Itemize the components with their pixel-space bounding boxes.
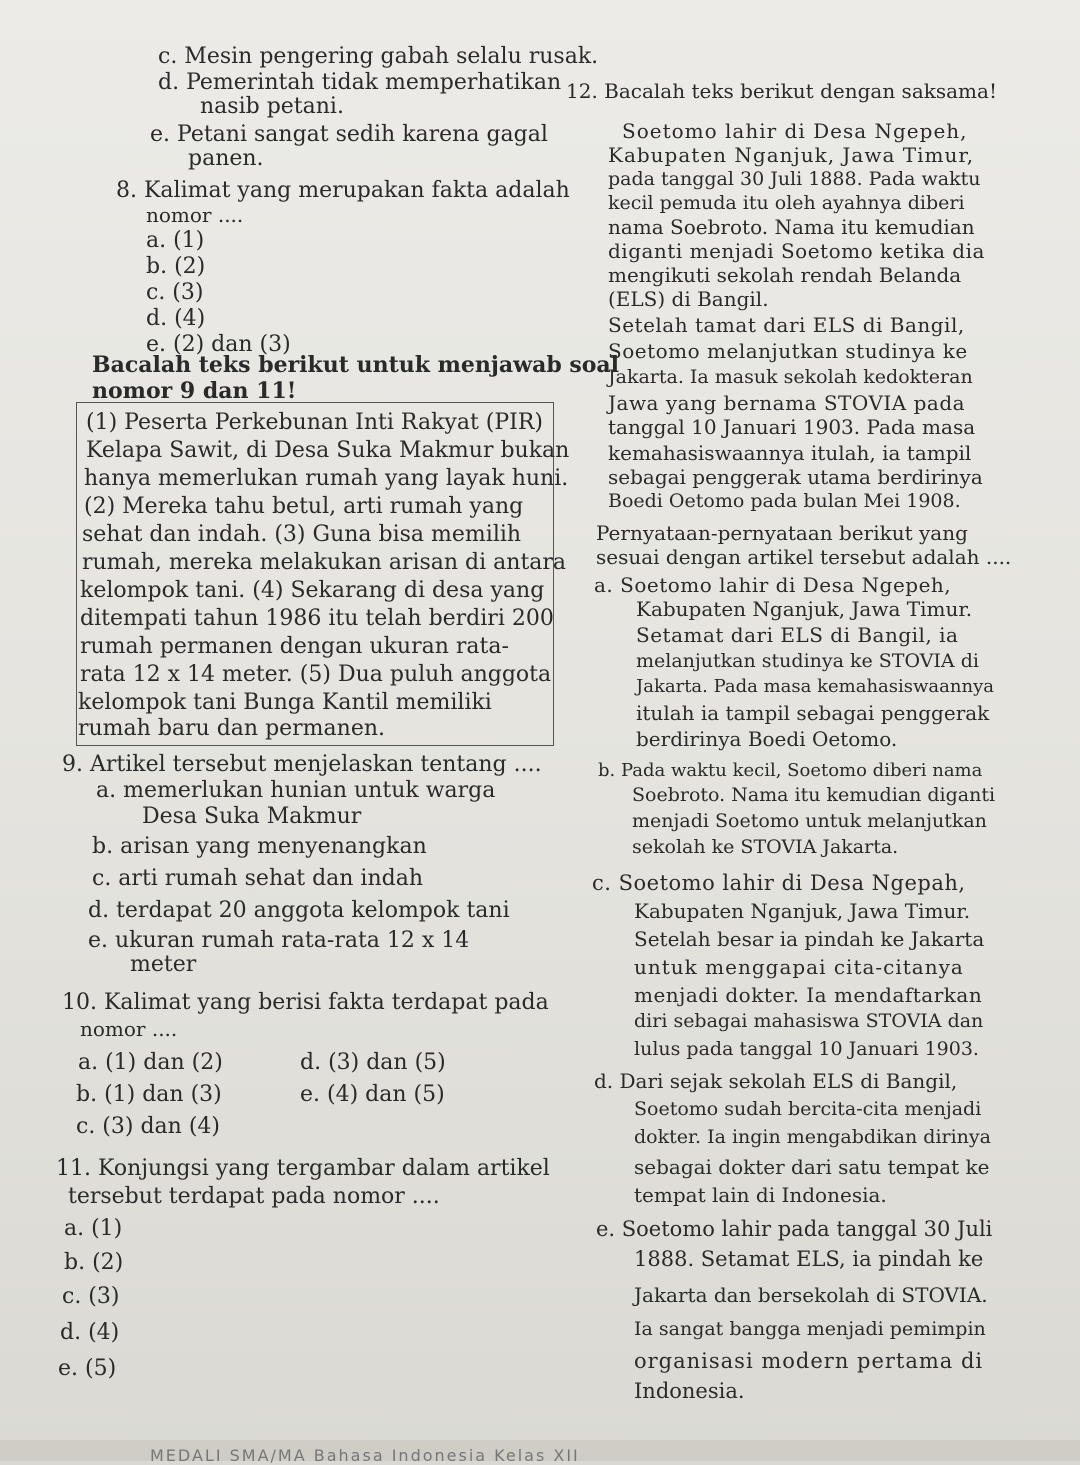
prompt-line-2: sesuai dengan artikel tersebut adalah ....: [596, 545, 1012, 569]
passage-line: Kabupaten Nganjuk, Jawa Timur,: [608, 143, 975, 167]
q12-option-e: e. Soetomo lahir pada tanggal 30 Juli: [596, 1217, 993, 1241]
passage-line: kemahasiswaannya itulah, ia tampil: [608, 441, 972, 465]
passage-line: kecil pemuda itu oleh ayahnya diberi: [608, 192, 965, 214]
passage-line: rumah baru dan permanen.: [78, 716, 386, 741]
q7-option-e-cont: panen.: [188, 146, 264, 171]
q9-option-e-cont: meter: [130, 952, 197, 977]
q9-option-e: e. ukuran rumah rata-rata 12 x 14: [88, 928, 470, 953]
passage-line: diganti menjadi Soetomo ketika dia: [608, 239, 985, 263]
q12-option-line: itulah ia tampil sebagai penggerak: [636, 701, 990, 725]
q12-option-c: c. Soetomo lahir di Desa Ngepah,: [592, 871, 966, 895]
passage-line: sebagai penggerak utama berdirinya: [608, 465, 983, 489]
q12-option-line: Kabupaten Nganjuk, Jawa Timur.: [636, 597, 973, 621]
passage-line: (1) Peserta Perkebunan Inti Rakyat (PIR): [86, 410, 544, 435]
q7-option-c: c. Mesin pengering gabah selalu rusak.: [158, 44, 599, 69]
q10-option-a: a. (1) dan (2): [78, 1050, 223, 1075]
q10-stem: 10. Kalimat yang berisi fakta terdapat pada: [62, 990, 549, 1015]
passage-line: Setelah tamat dari ELS di Bangil,: [608, 313, 965, 337]
q12-option-line: dokter. Ia ingin mengabdikan dirinya: [634, 1126, 991, 1148]
q12-option-line: 1888. Setamat ELS, ia pindah ke: [634, 1247, 984, 1271]
q9-option-d: d. terdapat 20 anggota kelompok tani: [88, 898, 510, 923]
q10-option-e: e. (4) dan (5): [300, 1082, 445, 1107]
q12-option-line: Soetomo sudah bercita-cita menjadi: [634, 1098, 982, 1120]
q12-option-line: Jakarta. Pada masa kemahasiswaannya: [636, 676, 994, 697]
passage-line: (ELS) di Bangil.: [608, 287, 769, 311]
q12-option-line: Kabupaten Nganjuk, Jawa Timur.: [634, 899, 971, 923]
q9-option-a-cont: Desa Suka Makmur: [142, 804, 362, 829]
q8-option-c: c. (3): [146, 280, 204, 305]
q12-option-line: berdirinya Boedi Oetomo.: [636, 727, 898, 751]
passage-line: Jakarta. Ia masuk sekolah kedokteran: [608, 366, 973, 388]
passage-line: nama Soebroto. Nama itu kemudian: [608, 215, 975, 239]
passage-line: Soetomo melanjutkan studinya ke: [608, 339, 968, 363]
q8-option-d: d. (4): [146, 306, 206, 331]
q7-option-e: e. Petani sangat sedih karena gagal: [150, 122, 548, 147]
passage-line: hanya memerlukan rumah yang layak huni.: [84, 466, 569, 491]
q12-option-line: diri sebagai mahasiswa STOVIA dan: [634, 1010, 984, 1032]
q9-option-a: a. memerlukan hunian untuk warga: [96, 778, 496, 803]
q12-option-line: menjadi dokter. Ia mendaftarkan: [634, 983, 983, 1007]
q8-option-a: a. (1): [146, 228, 205, 253]
passage-line: rata 12 x 14 meter. (5) Dua puluh anggota: [80, 662, 552, 687]
q11-option-a: a. (1): [64, 1216, 123, 1241]
q11-option-d: d. (4): [60, 1320, 120, 1345]
q11-stem: 11. Konjungsi yang tergambar dalam artikel: [56, 1156, 550, 1181]
q7-option-d: d. Pemerintah tidak memperhatikan: [158, 70, 562, 95]
passage-line: sehat dan indah. (3) Guna bisa memilih: [82, 522, 522, 547]
passage-line: Soetomo lahir di Desa Ngepeh,: [622, 119, 968, 143]
q12-option-line: untuk menggapai cita-citanya: [634, 955, 964, 979]
q12-option-line: Setelah besar ia pindah ke Jakarta: [634, 927, 985, 951]
q12-stem: 12. Bacalah teks berikut dengan saksama!: [566, 79, 997, 103]
q12-option-line: Soebroto. Nama itu kemudian diganti: [632, 784, 996, 806]
q12-option-line: menjadi Soetomo untuk melanjutkan: [632, 810, 987, 832]
passage-line: kelompok tani Bunga Kantil memiliki: [78, 690, 492, 715]
q10-stem-cont: nomor ....: [80, 1017, 178, 1041]
passage-line: pada tanggal 30 Juli 1888. Pada waktu: [608, 168, 981, 190]
q8-option-e: e. (2) dan (3): [146, 332, 291, 357]
passage-line: Kelapa Sawit, di Desa Suka Makmur bukan: [86, 438, 570, 463]
passage-line: mengikuti sekolah rendah Belanda: [608, 263, 962, 287]
q9-stem: 9. Artikel tersebut menjelaskan tentang ....: [62, 752, 542, 777]
q11-option-b: b. (2): [64, 1250, 124, 1275]
passage-line: kelompok tani. (4) Sekarang di desa yang: [80, 578, 545, 603]
q12-option-b: b. Pada waktu kecil, Soetomo diberi nama: [598, 760, 983, 781]
q7-option-d-cont: nasib petani.: [200, 94, 344, 119]
q12-option-line: organisasi modern pertama di: [634, 1349, 984, 1373]
q12-option-line: melanjutkan studinya ke STOVIA di: [636, 650, 979, 672]
passage-line: ditempati tahun 1986 itu telah berdiri 200: [80, 606, 554, 631]
q8-stem-cont: nomor ....: [146, 203, 244, 227]
prompt-line-1: Pernyataan-pernyataan berikut yang: [596, 521, 968, 545]
q12-option-d: d. Dari sejak sekolah ELS di Bangil,: [594, 1069, 958, 1093]
q11-stem-cont: tersebut terdapat pada nomor ....: [68, 1184, 440, 1209]
q12-option-a: a. Soetomo lahir di Desa Ngepeh,: [594, 573, 952, 597]
q8-option-b: b. (2): [146, 254, 206, 279]
passage-line: rumah, mereka melakukan arisan di antara: [82, 550, 567, 575]
passage-line: (2) Mereka tahu betul, arti rumah yang: [84, 494, 524, 519]
instruction-line-1: Bacalah teks berikut untuk menjawab soal: [92, 352, 620, 378]
q10-option-b: b. (1) dan (3): [76, 1082, 222, 1107]
passage-line: Boedi Oetomo pada bulan Mei 1908.: [608, 490, 961, 512]
q12-option-line: lulus pada tanggal 10 Januari 1903.: [634, 1038, 979, 1060]
q12-option-line: sebagai dokter dari satu tempat ke: [634, 1155, 990, 1179]
q12-option-line: Ia sangat bangga menjadi pemimpin: [634, 1318, 986, 1340]
q12-option-line: tempat lain di Indonesia.: [634, 1183, 887, 1207]
q12-option-line: sekolah ke STOVIA Jakarta.: [632, 836, 899, 858]
passage-line: Jawa yang bernama STOVIA pada: [608, 391, 966, 415]
instruction-line-2: nomor 9 dan 11!: [92, 378, 297, 404]
footer-text: MEDALI SMA/MA Bahasa Indonesia Kelas XII: [150, 1446, 580, 1465]
passage-line: tanggal 10 Januari 1903. Pada masa: [608, 415, 976, 439]
q9-option-c: c. arti rumah sehat dan indah: [92, 866, 423, 891]
q12-option-line: Jakarta dan bersekolah di STOVIA.: [634, 1283, 988, 1307]
q12-option-line: Setamat dari ELS di Bangil, ia: [636, 623, 959, 647]
q10-option-d: d. (3) dan (5): [300, 1050, 446, 1075]
q10-option-c: c. (3) dan (4): [76, 1114, 220, 1139]
q8-stem: 8. Kalimat yang merupakan fakta adalah: [116, 178, 570, 203]
q9-option-b: b. arisan yang menyenangkan: [92, 834, 427, 859]
passage-line: rumah permanen dengan ukuran rata-: [80, 634, 509, 659]
q12-option-line: Indonesia.: [634, 1379, 745, 1403]
q11-option-e: e. (5): [58, 1356, 117, 1381]
q11-option-c: c. (3): [62, 1284, 120, 1309]
